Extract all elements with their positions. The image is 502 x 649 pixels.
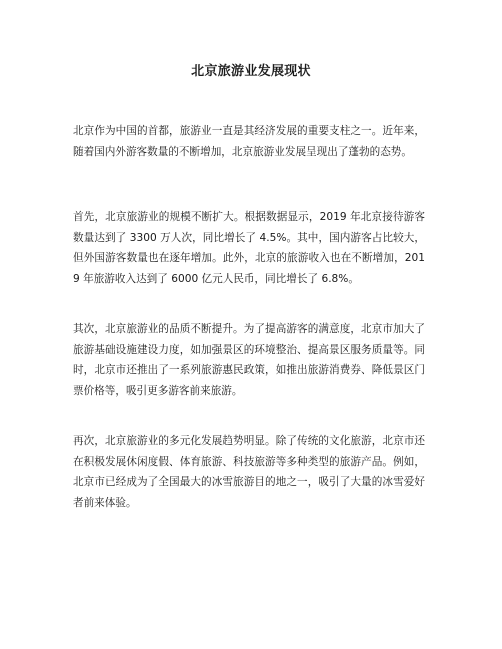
document-title: 北京旅游业发展现状 [191, 64, 311, 79]
paragraph-quality: 其次，北京旅游业的品质不断提升。为了提高游客的满意度，北京市加大了旅游基础设施建设力度，如加强景区的环境整治、提高景区服务质量等。同时，北京市还推出了一系列旅游惠民政策，如推出旅游消费券、降低景区门票价格等，吸引更多游客前来旅游。 [73, 323, 425, 397]
paragraph-diversification: 再次，北京旅游业的多元化发展趋势明显。除了传统的文化旅游，北京市还在积极发展休闲度假、体育旅游、科技旅游等多种类型的旅游产品。例如，北京市已经成为了全国最大的冰雪旅游目的地之一，吸引了大量的冰雪爱好者前来体验。 [73, 435, 425, 509]
paragraph-scale: 首先，北京旅游业的规模不断扩大。根据数据显示，2019 年北京接待游客数量达到了 3300 万人次，同比增长了 4.5%。其中，国内游客占比较大，但外国游客数量也在逐年增加。此外，北京的旅游收入也在不断增加，2019 年旅游收入达到了 6000 亿元人民币，同比增长了 6.8%。 [73, 211, 425, 285]
paragraph-intro: 北京作为中国的首都，旅游业一直是其经济发展的重要支柱之一。近年来，随着国内外游客数量的不断增加，北京旅游业发展呈现出了蓬勃的态势。 [73, 125, 425, 158]
